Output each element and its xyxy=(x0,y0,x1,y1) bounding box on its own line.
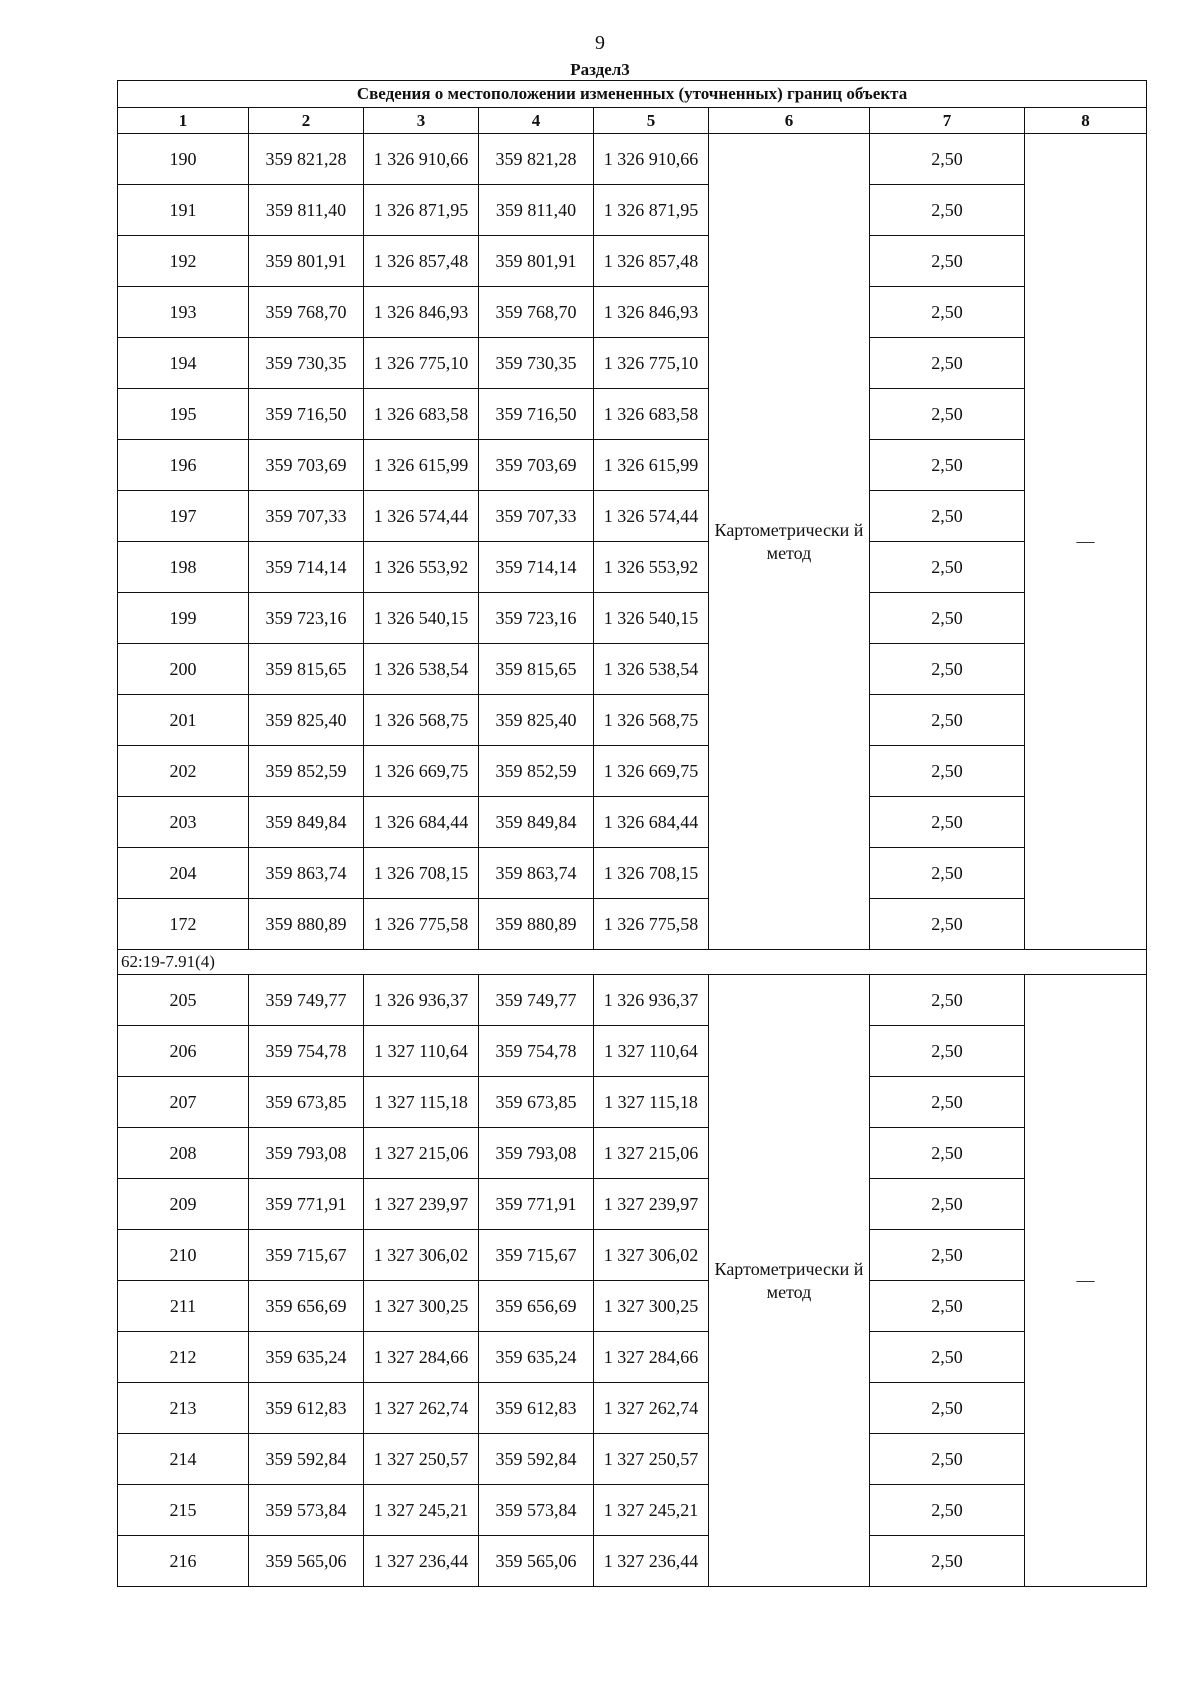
point-number: 201 xyxy=(118,695,249,746)
x-new: 359 825,40 xyxy=(479,695,594,746)
table-row xyxy=(118,1536,1147,1587)
x-new: 359 821,28 xyxy=(479,134,594,185)
x-new: 359 863,74 xyxy=(479,848,594,899)
y-new: 1 326 568,75 xyxy=(594,695,709,746)
x-old: 359 825,40 xyxy=(249,695,364,746)
y-old: 1 327 236,44 xyxy=(364,1536,479,1587)
accuracy-cell: 2,50 xyxy=(870,338,1025,389)
y-old: 1 327 262,74 xyxy=(364,1383,479,1434)
y-old: 1 326 615,99 xyxy=(364,440,479,491)
y-new: 1 326 936,37 xyxy=(594,975,709,1026)
y-old: 1 327 215,06 xyxy=(364,1128,479,1179)
accuracy-cell: 2,50 xyxy=(870,1383,1025,1434)
x-old: 359 635,24 xyxy=(249,1332,364,1383)
table-row xyxy=(118,593,1147,644)
y-new: 1 327 306,02 xyxy=(594,1230,709,1281)
x-old: 359 656,69 xyxy=(249,1281,364,1332)
y-old: 1 326 553,92 xyxy=(364,542,479,593)
x-old: 359 880,89 xyxy=(249,899,364,950)
table-row xyxy=(118,389,1147,440)
x-new: 359 793,08 xyxy=(479,1128,594,1179)
x-old: 359 811,40 xyxy=(249,185,364,236)
accuracy-cell: 2,50 xyxy=(870,1230,1025,1281)
column-number: 8 xyxy=(1025,108,1147,134)
accuracy-cell: 2,50 xyxy=(870,440,1025,491)
group-label: 62:19-7.91(4) xyxy=(118,950,1147,975)
accuracy-cell: 2,50 xyxy=(870,797,1025,848)
accuracy-cell: 2,50 xyxy=(870,389,1025,440)
point-number: 216 xyxy=(118,1536,249,1587)
x-old: 359 821,28 xyxy=(249,134,364,185)
column-number: 3 xyxy=(364,108,479,134)
accuracy-cell: 2,50 xyxy=(870,542,1025,593)
column-number: 1 xyxy=(118,108,249,134)
y-new: 1 326 684,44 xyxy=(594,797,709,848)
boundary-coordinates-table xyxy=(117,80,1147,1587)
point-number: 207 xyxy=(118,1077,249,1128)
y-new: 1 326 540,15 xyxy=(594,593,709,644)
table-row xyxy=(118,236,1147,287)
x-new: 359 573,84 xyxy=(479,1485,594,1536)
x-old: 359 714,14 xyxy=(249,542,364,593)
y-new: 1 326 574,44 xyxy=(594,491,709,542)
x-new: 359 714,14 xyxy=(479,542,594,593)
y-new: 1 326 775,58 xyxy=(594,899,709,950)
point-number: 196 xyxy=(118,440,249,491)
method-cell: Картометрически й метод xyxy=(709,134,870,950)
column-number: 6 xyxy=(709,108,870,134)
y-old: 1 327 306,02 xyxy=(364,1230,479,1281)
x-new: 359 749,77 xyxy=(479,975,594,1026)
x-new: 359 754,78 xyxy=(479,1026,594,1077)
accuracy-cell: 2,50 xyxy=(870,287,1025,338)
x-old: 359 768,70 xyxy=(249,287,364,338)
y-new: 1 326 871,95 xyxy=(594,185,709,236)
x-old: 359 573,84 xyxy=(249,1485,364,1536)
y-new: 1 327 284,66 xyxy=(594,1332,709,1383)
x-old: 359 793,08 xyxy=(249,1128,364,1179)
table-row xyxy=(118,1485,1147,1536)
accuracy-cell: 2,50 xyxy=(870,1536,1025,1587)
point-number: 192 xyxy=(118,236,249,287)
x-old: 359 716,50 xyxy=(249,389,364,440)
accuracy-cell: 2,50 xyxy=(870,185,1025,236)
x-new: 359 811,40 xyxy=(479,185,594,236)
y-old: 1 326 669,75 xyxy=(364,746,479,797)
table-row xyxy=(118,1230,1147,1281)
x-old: 359 592,84 xyxy=(249,1434,364,1485)
x-new: 359 723,16 xyxy=(479,593,594,644)
x-old: 359 849,84 xyxy=(249,797,364,848)
table-row xyxy=(118,1434,1147,1485)
point-number: 197 xyxy=(118,491,249,542)
point-number: 195 xyxy=(118,389,249,440)
point-number: 203 xyxy=(118,797,249,848)
accuracy-cell: 2,50 xyxy=(870,1434,1025,1485)
page-number: 9 xyxy=(595,32,605,54)
y-new: 1 327 239,97 xyxy=(594,1179,709,1230)
x-old: 359 707,33 xyxy=(249,491,364,542)
y-new: 1 327 262,74 xyxy=(594,1383,709,1434)
table-row xyxy=(118,338,1147,389)
table-row xyxy=(118,440,1147,491)
y-old: 1 326 857,48 xyxy=(364,236,479,287)
x-old: 359 771,91 xyxy=(249,1179,364,1230)
y-old: 1 327 245,21 xyxy=(364,1485,479,1536)
x-old: 359 723,16 xyxy=(249,593,364,644)
section-title: Раздел3 xyxy=(570,60,630,79)
x-new: 359 703,69 xyxy=(479,440,594,491)
table-row xyxy=(118,848,1147,899)
accuracy-cell: 2,50 xyxy=(870,1332,1025,1383)
table-row xyxy=(118,746,1147,797)
y-new: 1 326 775,10 xyxy=(594,338,709,389)
table-row xyxy=(118,542,1147,593)
y-new: 1 326 553,92 xyxy=(594,542,709,593)
table-row xyxy=(118,899,1147,950)
x-new: 359 715,67 xyxy=(479,1230,594,1281)
point-number: 204 xyxy=(118,848,249,899)
table-row xyxy=(118,975,1147,1026)
column-number: 4 xyxy=(479,108,594,134)
point-number: 200 xyxy=(118,644,249,695)
group-row xyxy=(118,950,1147,975)
point-number: 194 xyxy=(118,338,249,389)
y-old: 1 327 115,18 xyxy=(364,1077,479,1128)
table-row xyxy=(118,1128,1147,1179)
accuracy-cell: 2,50 xyxy=(870,134,1025,185)
column-number: 7 xyxy=(870,108,1025,134)
y-new: 1 326 910,66 xyxy=(594,134,709,185)
y-new: 1 326 538,54 xyxy=(594,644,709,695)
y-new: 1 327 236,44 xyxy=(594,1536,709,1587)
x-old: 359 730,35 xyxy=(249,338,364,389)
point-number: 172 xyxy=(118,899,249,950)
y-old: 1 326 683,58 xyxy=(364,389,479,440)
y-old: 1 327 239,97 xyxy=(364,1179,479,1230)
x-new: 359 612,83 xyxy=(479,1383,594,1434)
y-old: 1 326 568,75 xyxy=(364,695,479,746)
y-old: 1 327 284,66 xyxy=(364,1332,479,1383)
table-row xyxy=(118,1077,1147,1128)
y-old: 1 327 250,57 xyxy=(364,1434,479,1485)
x-old: 359 863,74 xyxy=(249,848,364,899)
point-number: 209 xyxy=(118,1179,249,1230)
accuracy-cell: 2,50 xyxy=(870,1077,1025,1128)
column-8-cell: — xyxy=(1025,134,1147,950)
point-number: 214 xyxy=(118,1434,249,1485)
point-number: 211 xyxy=(118,1281,249,1332)
y-new: 1 327 110,64 xyxy=(594,1026,709,1077)
y-old: 1 326 684,44 xyxy=(364,797,479,848)
y-new: 1 326 857,48 xyxy=(594,236,709,287)
x-new: 359 801,91 xyxy=(479,236,594,287)
accuracy-cell: 2,50 xyxy=(870,1128,1025,1179)
x-new: 359 565,06 xyxy=(479,1536,594,1587)
accuracy-cell: 2,50 xyxy=(870,1026,1025,1077)
accuracy-cell: 2,50 xyxy=(870,491,1025,542)
y-old: 1 326 775,58 xyxy=(364,899,479,950)
point-number: 215 xyxy=(118,1485,249,1536)
column-number-row xyxy=(118,108,1147,134)
accuracy-cell: 2,50 xyxy=(870,1485,1025,1536)
y-new: 1 327 115,18 xyxy=(594,1077,709,1128)
x-new: 359 771,91 xyxy=(479,1179,594,1230)
y-new: 1 326 683,58 xyxy=(594,389,709,440)
column-8-cell: — xyxy=(1025,975,1147,1587)
accuracy-cell: 2,50 xyxy=(870,593,1025,644)
accuracy-cell: 2,50 xyxy=(870,1281,1025,1332)
y-old: 1 326 871,95 xyxy=(364,185,479,236)
x-new: 359 592,84 xyxy=(479,1434,594,1485)
y-old: 1 326 540,15 xyxy=(364,593,479,644)
table-row xyxy=(118,1332,1147,1383)
point-number: 193 xyxy=(118,287,249,338)
x-old: 359 715,67 xyxy=(249,1230,364,1281)
x-new: 359 849,84 xyxy=(479,797,594,848)
y-old: 1 326 708,15 xyxy=(364,848,479,899)
table-row xyxy=(118,491,1147,542)
column-number: 5 xyxy=(594,108,709,134)
point-number: 198 xyxy=(118,542,249,593)
table-row xyxy=(118,1179,1147,1230)
table-row xyxy=(118,185,1147,236)
x-old: 359 754,78 xyxy=(249,1026,364,1077)
y-new: 1 327 300,25 xyxy=(594,1281,709,1332)
table-row xyxy=(118,797,1147,848)
accuracy-cell: 2,50 xyxy=(870,848,1025,899)
accuracy-cell: 2,50 xyxy=(870,975,1025,1026)
x-new: 359 730,35 xyxy=(479,338,594,389)
x-new: 359 716,50 xyxy=(479,389,594,440)
accuracy-cell: 2,50 xyxy=(870,746,1025,797)
x-old: 359 673,85 xyxy=(249,1077,364,1128)
y-old: 1 326 846,93 xyxy=(364,287,479,338)
x-old: 359 852,59 xyxy=(249,746,364,797)
point-number: 190 xyxy=(118,134,249,185)
accuracy-cell: 2,50 xyxy=(870,899,1025,950)
y-new: 1 326 669,75 xyxy=(594,746,709,797)
table-row xyxy=(118,644,1147,695)
x-new: 359 707,33 xyxy=(479,491,594,542)
accuracy-cell: 2,50 xyxy=(870,1179,1025,1230)
x-old: 359 801,91 xyxy=(249,236,364,287)
table-title: Сведения о местоположении измененных (уточненных) границ объекта xyxy=(118,81,1147,108)
table-row xyxy=(118,1026,1147,1077)
point-number: 191 xyxy=(118,185,249,236)
x-new: 359 852,59 xyxy=(479,746,594,797)
x-new: 359 880,89 xyxy=(479,899,594,950)
y-old: 1 327 300,25 xyxy=(364,1281,479,1332)
column-number: 2 xyxy=(249,108,364,134)
point-number: 199 xyxy=(118,593,249,644)
accuracy-cell: 2,50 xyxy=(870,236,1025,287)
y-new: 1 327 250,57 xyxy=(594,1434,709,1485)
point-number: 205 xyxy=(118,975,249,1026)
point-number: 213 xyxy=(118,1383,249,1434)
y-new: 1 327 215,06 xyxy=(594,1128,709,1179)
x-new: 359 635,24 xyxy=(479,1332,594,1383)
table-row xyxy=(118,134,1147,185)
x-old: 359 815,65 xyxy=(249,644,364,695)
y-new: 1 326 846,93 xyxy=(594,287,709,338)
point-number: 206 xyxy=(118,1026,249,1077)
point-number: 212 xyxy=(118,1332,249,1383)
accuracy-cell: 2,50 xyxy=(870,644,1025,695)
x-new: 359 768,70 xyxy=(479,287,594,338)
y-old: 1 326 538,54 xyxy=(364,644,479,695)
x-old: 359 749,77 xyxy=(249,975,364,1026)
y-old: 1 326 775,10 xyxy=(364,338,479,389)
x-old: 359 612,83 xyxy=(249,1383,364,1434)
table-row xyxy=(118,1383,1147,1434)
point-number: 208 xyxy=(118,1128,249,1179)
method-cell: Картометрически й метод xyxy=(709,975,870,1587)
y-old: 1 327 110,64 xyxy=(364,1026,479,1077)
y-new: 1 326 615,99 xyxy=(594,440,709,491)
y-old: 1 326 910,66 xyxy=(364,134,479,185)
x-old: 359 565,06 xyxy=(249,1536,364,1587)
y-new: 1 326 708,15 xyxy=(594,848,709,899)
table-row xyxy=(118,287,1147,338)
x-new: 359 815,65 xyxy=(479,644,594,695)
y-new: 1 327 245,21 xyxy=(594,1485,709,1536)
x-new: 359 673,85 xyxy=(479,1077,594,1128)
y-old: 1 326 936,37 xyxy=(364,975,479,1026)
table-row xyxy=(118,695,1147,746)
accuracy-cell: 2,50 xyxy=(870,695,1025,746)
table-row xyxy=(118,1281,1147,1332)
y-old: 1 326 574,44 xyxy=(364,491,479,542)
x-new: 359 656,69 xyxy=(479,1281,594,1332)
point-number: 210 xyxy=(118,1230,249,1281)
point-number: 202 xyxy=(118,746,249,797)
x-old: 359 703,69 xyxy=(249,440,364,491)
